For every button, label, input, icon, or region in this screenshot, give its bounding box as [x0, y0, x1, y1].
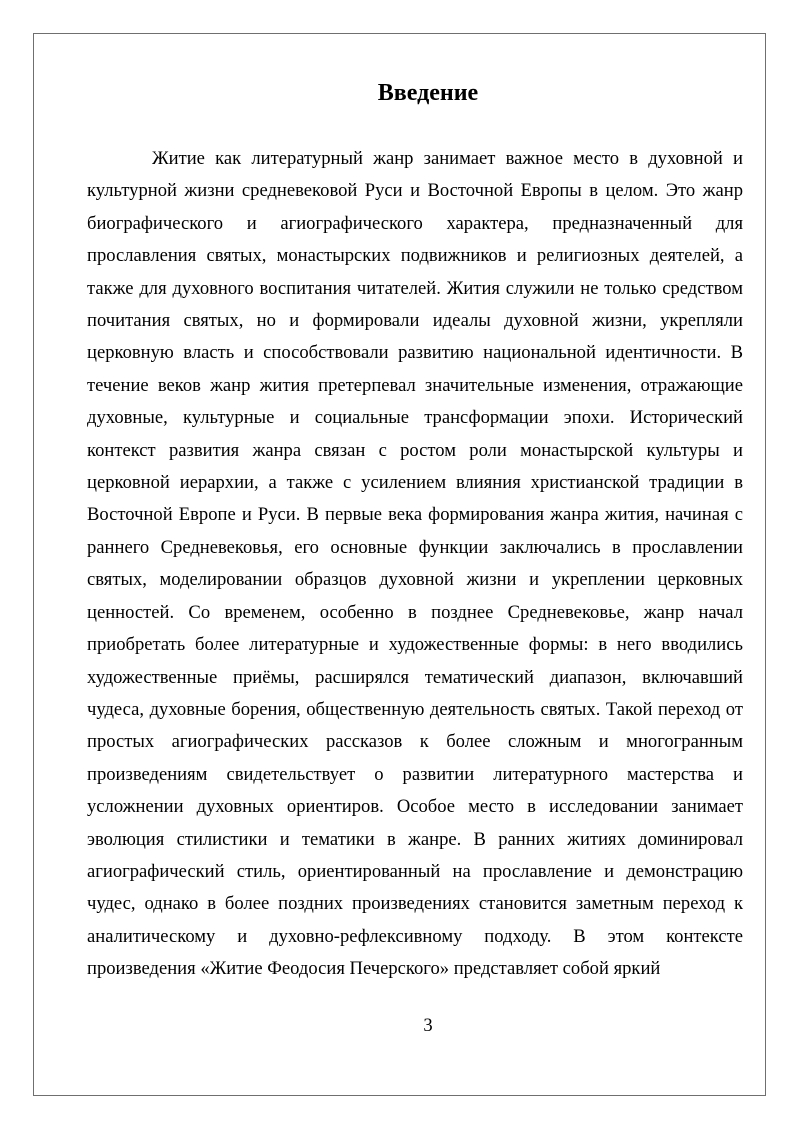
page-number: 3	[423, 1015, 433, 1036]
page-title: Введение	[377, 80, 479, 106]
body-paragraph: Житие как литературный жанр занимает важное место в духовной и культурной жизни средневековой Руси и Восточной Европы в целом. Это жанр биографического и агиографического характера, предназначенный для прославления святых, монастырских подвижников и религиозных деятелей, а также для духовного воспитания читателей. Жития служили не только средством почитания святых, но и формировали идеалы духовной жизни, укрепляли церковную власть и способствовали развитию национальной идентичности. В течение веков жанр жития претерпевал значительные изменения, отражающие духовные, культурные и социальные трансформации эпохи. Исторический контекст развития жанра связан с ростом роли монастырской культуры и церковной иерархии, а также с усилением влияния христианской традиции в Восточной Европе и Руси. В первые века формирования жанра жития, начиная с раннего Средневековья, его основные функции заключались в прославлении святых, моделировании образцов духовной жизни и укреплении церковных ценностей. Со временем, особенно в позднее Средневековье, жанр начал приобретать более литературные и художественные формы: в него вводились художественные приёмы, расширялся тематический диапазон, включавший чудеса, духовные борения, общественную деятельность святых. Такой переход от простых агиографических рассказов к более сложным и многогранным произведениям свидетельствует о развитии литературного мастерства и усложнении духовных ориентиров. Особое место в исследовании занимает эволюция стилистики и тематики в жанре. В ранних житиях доминировал агиографический стиль, ориентированный на прославление и демонстрацию чудес, однако в более поздних произведениях становится заметным переход к аналитическому и духовно-рефлексивному подходу. В этом контексте произведения «Житие Феодосия Печерского» представляет собой яркий	[87, 148, 743, 980]
